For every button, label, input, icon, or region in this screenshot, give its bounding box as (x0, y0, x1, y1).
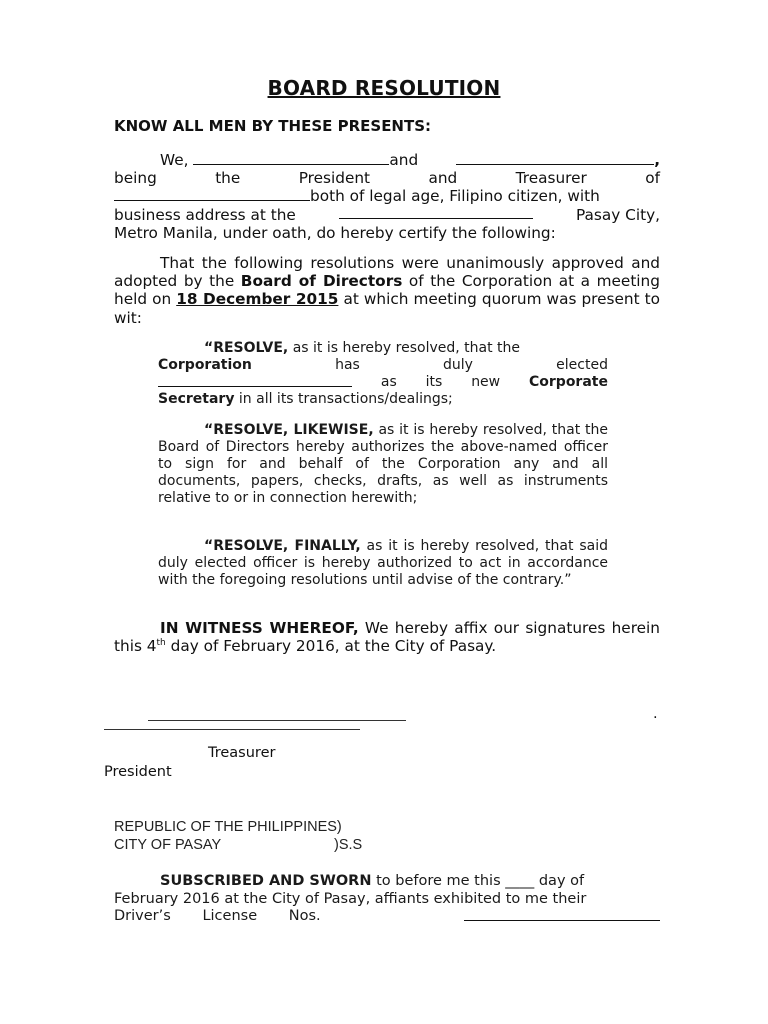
jurat-drivers: Driver’s (114, 908, 171, 925)
meeting-date: 18 December 2015 (176, 290, 339, 309)
r1-new: new (471, 373, 501, 390)
p1-line-3-text: both of legal age, Filipino citizen, with (310, 187, 600, 206)
jurat-paragraph (114, 873, 660, 926)
jurat-nos: Nos. (288, 908, 321, 925)
r3-text: as it is hereby resolved, that said duly elected officer is hereby authorized to act in accordance with the foregoing resolutions until advise of the contrary.” (158, 538, 608, 588)
witness-lead: IN WITNESS WHEREOF, (160, 619, 359, 637)
venue-ss: )S.S (334, 837, 363, 853)
r1-text-1: as it is hereby resolved, that the (292, 340, 521, 356)
witness-text-1: We hereby affix our signatures herein this 4 (114, 619, 660, 656)
p2-text-2: of the Corporation at a meeting held on (114, 272, 660, 309)
jurat-lead: SUBSCRIBED AND SWORN (160, 873, 372, 889)
r1-elected: elected (556, 356, 608, 373)
resolutions-intro-paragraph (114, 254, 660, 327)
resolution-2 (158, 422, 608, 507)
venue-city-name: CITY OF PASAY (114, 837, 222, 853)
p2-text-1: That the following resolutions were unanimously approved and adopted by the (114, 254, 660, 291)
r1-lead: “RESOLVE, (204, 340, 289, 356)
resolution-3 (158, 538, 608, 589)
p2-text-3: at which meeting quorum was present to wit: (114, 290, 660, 327)
president-label: President (104, 764, 172, 780)
p1-and: and (389, 151, 419, 169)
p1-treasurer: Treasurer (515, 169, 587, 188)
p1-of: of (645, 169, 660, 188)
p1-president: President (298, 169, 371, 188)
business-address-blank (339, 206, 533, 219)
p1-the: the (215, 169, 241, 188)
certification-paragraph (114, 151, 660, 242)
p1-business-address: business address at the (114, 205, 296, 224)
r1-secretary: Secretary (158, 390, 235, 407)
jurat-text-1: to before me this ____ day of (376, 873, 585, 889)
president-name-blank (193, 152, 389, 165)
treasurer-signature-line (148, 720, 406, 721)
secretary-name-blank (158, 374, 352, 387)
r1-duly: duly (443, 356, 473, 373)
p1-comma: , (654, 151, 660, 169)
blank-line (114, 188, 310, 201)
jurat-line-2: February 2016 at the City of Pasay, affiants exhibited to me their (114, 890, 587, 907)
board-of-directors: Board of Directors (240, 272, 403, 291)
p1-line-1 (114, 151, 660, 169)
p1-and2: and (428, 169, 458, 188)
p1-pasay-city: Pasay City, (575, 205, 660, 224)
p1-line-5: Metro Manila, under oath, do hereby certify the following: (114, 223, 556, 242)
witness-paragraph (114, 619, 660, 655)
president-signature-line (104, 729, 360, 730)
p1-being: being (114, 169, 157, 188)
r3-lead: “RESOLVE, FINALLY, (204, 538, 361, 554)
witness-text-2: day of February 2016, at the City of Pasay. (170, 637, 497, 656)
p1-line-3 (114, 187, 660, 205)
r2-text: as it is hereby resolved, that the Board of Directors hereby authorizes the above-named officer to sign for and behalf of the Corporation any and all documents, papers, checks, drafts, as well as instruments relative to or in connection herewith; (158, 422, 608, 506)
p1-we: We, (160, 151, 189, 169)
license-number-blank (464, 908, 660, 921)
p1-line-4 (114, 206, 660, 224)
document-title: BOARD RESOLUTION (267, 76, 501, 100)
r1-its: its (425, 373, 443, 390)
r1-has: has (335, 356, 360, 373)
witness-superscript: th (156, 638, 166, 649)
resolution-1 (158, 340, 608, 408)
r1-as: as (380, 373, 397, 390)
r1-text-2: in all its transactions/dealings; (238, 390, 453, 407)
p1-line-2 (114, 169, 660, 187)
treasurer-name-blank (456, 152, 654, 165)
r1-corporation: Corporation (158, 356, 252, 373)
r1-corporate: Corporate (529, 373, 608, 390)
venue-republic: REPUBLIC OF THE PHILIPPINES) (114, 819, 342, 835)
opening-heading: KNOW ALL MEN BY THESE PRESENTS: (114, 117, 432, 135)
r2-lead: “RESOLVE, LIKEWISE, (204, 422, 374, 438)
jurat-license: License (202, 908, 258, 925)
venue-city (114, 836, 221, 854)
treasurer-label: Treasurer (208, 745, 276, 761)
signature-dot: . (653, 706, 658, 722)
